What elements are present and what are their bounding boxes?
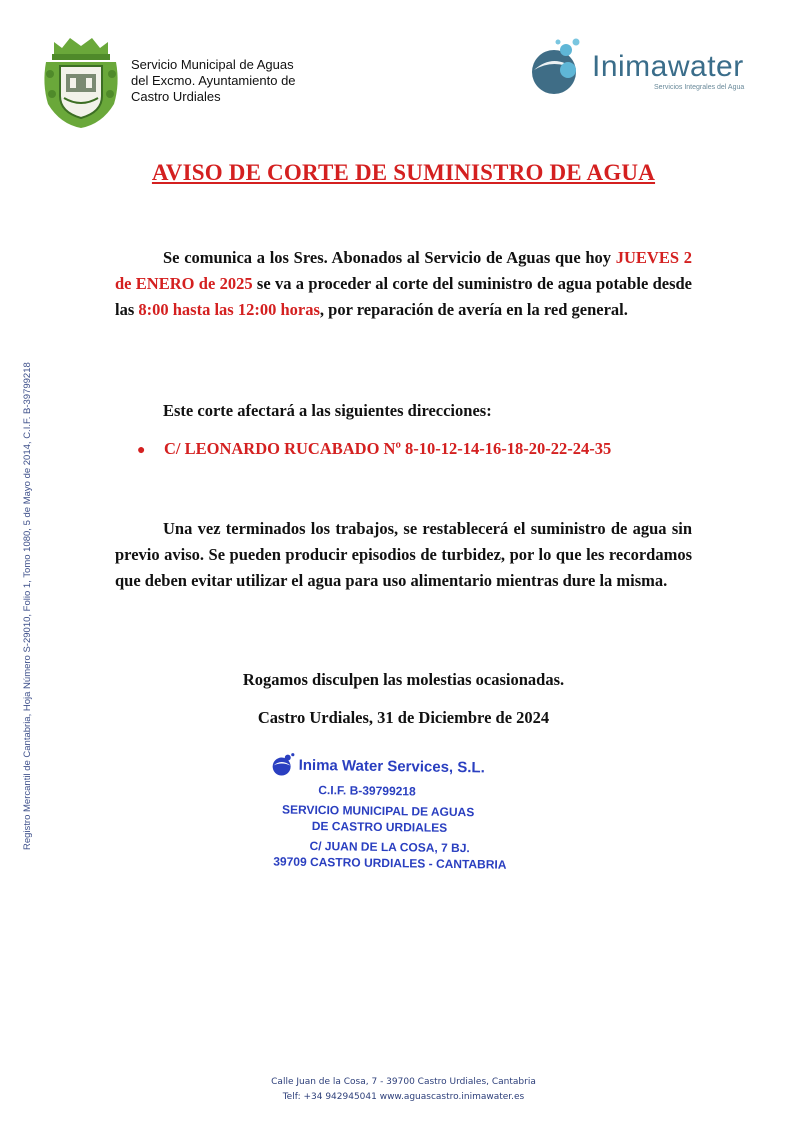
apology-line: Rogamos disculpen las molestias ocasionadas. bbox=[242, 670, 565, 689]
bullet-icon: ● bbox=[137, 443, 146, 458]
notice-paragraph-3 bbox=[115, 516, 692, 594]
water-drop-icon bbox=[528, 36, 590, 96]
paragraph2-text: Este corte afectará a las siguientes direcciones: bbox=[163, 401, 492, 420]
notice-paragraph-2 bbox=[115, 398, 692, 424]
address-text: C/ LEONARDO RUCABADO Nº 8-10-12-14-16-18-20-22-24-35 bbox=[164, 439, 612, 458]
company-stamp bbox=[267, 750, 507, 875]
stamp-service-line-1: SERVICIO MUNICIPAL DE AGUAS bbox=[281, 802, 475, 820]
brand-name-part1: Inima bbox=[592, 50, 668, 83]
entity-line-1: Servicio Municipal de Aguas bbox=[131, 57, 294, 72]
brand-name-part2: water bbox=[667, 50, 744, 83]
stamp-cif: C.I.F. B-39799218 bbox=[318, 783, 416, 799]
address-list-item bbox=[137, 439, 611, 459]
stamp-service-line-2: DE CASTRO URDIALES bbox=[311, 818, 448, 835]
footer-address: Calle Juan de la Cosa, 7 - 39700 Castro Urdiales, Cantabria bbox=[271, 1077, 536, 1087]
date-highlight: JUEVES 2 de ENERO de 2025 bbox=[115, 248, 692, 293]
municipal-crest-logo bbox=[40, 34, 122, 130]
entity-line-2: del Excmo. Ayuntamiento de bbox=[131, 73, 296, 88]
place-date-line: Castro Urdiales, 31 de Diciembre de 2024 bbox=[257, 708, 550, 727]
paragraph1-text-c: , por reparación de avería en la red general. bbox=[319, 300, 628, 319]
stamp-address-line-1: C/ JUAN DE LA COSA, 7 BJ. bbox=[309, 838, 470, 856]
paragraph1-text-a: Se comunica a los Sres. Abonados al Servicio de Aguas que hoy bbox=[163, 248, 612, 267]
footer-contact: Telf: +34 942945041 www.aguascastro.inimawater.es bbox=[282, 1092, 525, 1102]
brand-tagline: Servicios Integrales del Agua bbox=[654, 84, 745, 91]
brand-name bbox=[592, 50, 744, 84]
stamp-address-line-2: 39709 CASTRO URDIALES - CANTABRIA bbox=[273, 854, 507, 872]
stamp-company: Inima Water Services, S.L. bbox=[298, 756, 485, 777]
entity-line-3: Castro Urdiales bbox=[131, 89, 221, 104]
paragraph1-text-b: se va a proceder al corte del suministro de agua potable desde las bbox=[115, 274, 692, 319]
notice-title: AVISO DE CORTE DE SUMINISTRO DE AGUA bbox=[151, 160, 656, 185]
notice-paragraph-1 bbox=[115, 245, 692, 323]
registry-side-text: Registro Mercantil de Cantabria, Hoja Número S-29010, Folio 1, Tomo 1080, 5 de Mayo de 2014, C.I.F. B-39799218 bbox=[22, 362, 33, 850]
entity-name bbox=[131, 57, 296, 105]
stamp-drop-icon bbox=[270, 752, 296, 776]
inimawater-logo bbox=[528, 36, 773, 96]
time-highlight: 8:00 hasta las 12:00 horas bbox=[138, 300, 320, 319]
paragraph3-text: Una vez terminados los trabajos, se restablecerá el suministro de agua sin previo aviso. Se pueden producir episodios de turbidez, por lo que les recordamos que deben evitar utilizar el agua para uso alimentario mientras dure la misma. bbox=[115, 519, 692, 590]
